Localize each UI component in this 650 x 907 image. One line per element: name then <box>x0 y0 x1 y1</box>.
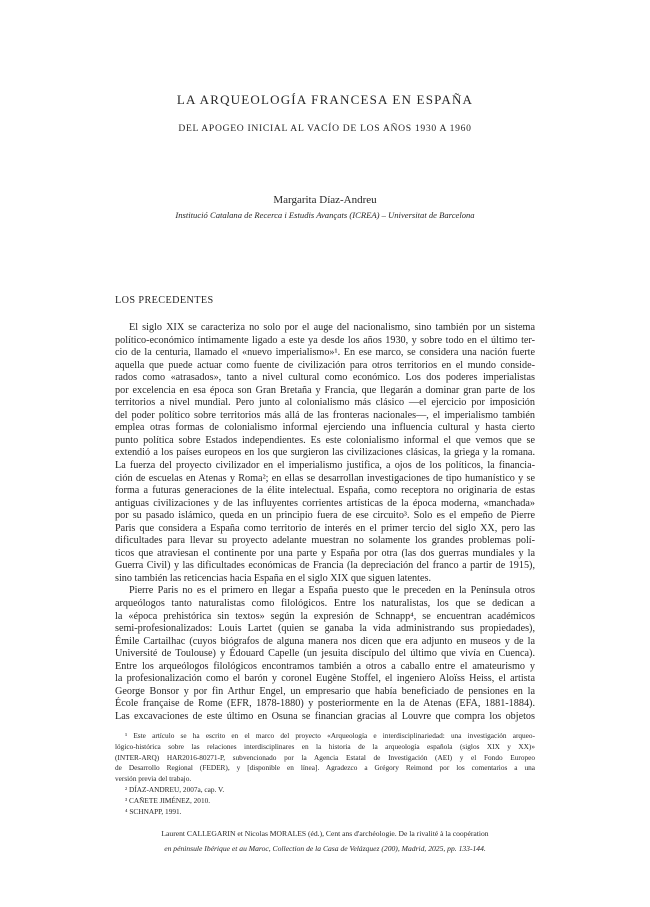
footnotes <box>115 731 535 817</box>
body-line: cio de la centuria, llamado el «nuevo imperialismo»¹. En ese marco, se considera una nación fuerte <box>115 347 535 359</box>
body-line: Université de Toulouse) y Édouard Capelle (un jesuita discípulo del último que vivía en Cuenca). <box>115 648 535 660</box>
body-line: dificultades para llevar su proyecto adelante muestran no solamente los grandes problemas polí- <box>115 535 535 547</box>
body-line: punto política sobre Estados independientes. Es este colonialismo informal el que vemos que se <box>115 434 535 446</box>
body-line: la «época prehistórica sin textos» según la expresión de Schnapp⁴, se encuentran académicos <box>115 610 535 622</box>
body-line: aquella que puede actuar como fuente de civilización para otros territorios en el mundo conside- <box>115 359 535 371</box>
body-line: semi-profesionalizados: Louis Lartet (quien se ganaba la vida administrando sus propiedades), <box>115 623 535 635</box>
body-line: del poder político sobre territorios más allá de las fronteras nacionales—, el imperialismo también <box>115 409 535 421</box>
body-line: Guerra Civil) y las dificultades económicas de Francia (la depreciación del franco a partir de 1915), <box>115 560 535 572</box>
body-line: extendió a los países europeos en los que surgieron las civilizaciones clásicas, la griega y la romana. <box>115 447 535 459</box>
citation-line: en péninsule Ibérique et au Maroc, Collection de la Casa de Velázquez (200), Madrid, 2025, pp. 133-144. <box>164 844 486 853</box>
body-line: emplea otras formas de colonialismo informal ejerciendo una influencia cultural y hasta cierto <box>115 422 535 434</box>
body-line: sino también las reticencias hacia España en el siglo XIX que siguen latentes. <box>115 572 431 584</box>
body-line: la profesionalización como el barón y coronel Eugène Stoffel, el ingeniero Aloïss Heiss, el artista <box>115 673 535 685</box>
body-line: Las excavaciones de este último en Osuna se financian gracias al Louvre que compra los objetos <box>115 710 535 722</box>
footnote-line: ¹ Este artículo se ha escrito en el marco del proyecto «Arqueología e interdisciplinariedad: una investigación arqueo- <box>125 731 535 740</box>
footnote-line: ² DÍAZ-ANDREU, 2007a, cap. V. <box>125 784 225 794</box>
body-line: Pierre Paris no es el primero en llegar a España puesto que le preceden en la Península otros <box>129 585 535 597</box>
body-line: ción de escuelas en Atenas y Roma²; en ellas se desarrollan investigaciones de tipo humanístico y se <box>115 472 535 484</box>
footnote-line: versión previa del trabajo. <box>115 774 192 784</box>
footnote-line: ³ CAÑETE JIMÉNEZ, 2010. <box>125 795 211 805</box>
body-line: antiguas civilizaciones y de las influyentes corrientes artísticas de la época moderna, «manchada» <box>115 497 535 509</box>
body-line: arqueólogos tanto naturalistas como filológicos. Entre los naturalistas, los que se dedican a <box>115 598 535 610</box>
body-line: Entre los arqueólogos filológicos encontramos también a otros a caballo entre el amateurismo y <box>115 660 535 672</box>
body-line: George Bonsor y por fin Arthur Engel, un empresario que había beneficiado de pensiones en la <box>115 685 535 697</box>
body-line: territorios a nivel mundial. Pero junto al colonialismo más clásico —el ejercicio por imposición <box>115 397 535 409</box>
article-subtitle: DEL APOGEO INICIAL AL VACÍO DE LOS AÑOS 1930 A 1960 <box>178 123 472 134</box>
body-line: Émile Cartailhac (cuyos biógrafos de alguna manera nos dicen que era adjunto en museos y de la <box>115 635 535 647</box>
body-line: El siglo XIX se caracteriza no solo por el auge del nacionalismo, sino también por un sistema <box>129 322 535 333</box>
footnote-line: (INTER-ARQ) HAR2016-80271-P, subvencionado por la Agencia Estatal de Investigación (AEI) y el Fondo Europeo <box>115 752 535 762</box>
body-line: ticos que atraviesan el continente por una parte y España por otra (las dos guerras mundiales y la <box>115 547 535 559</box>
body-text <box>115 322 535 724</box>
footnote-line: ⁴ SCHNAPP, 1991. <box>125 806 182 816</box>
body-line: La fuerza del proyecto civilizador en el imperialismo justifica, a ojos de los políticos, la financia- <box>115 460 535 472</box>
body-line: político-económico íntimamente ligado a este ya desde los años 1930, y sobre todo en el último ter- <box>115 334 535 346</box>
body-line: por su pasado islámico, queda en un principio fuera de ese circuito³. Solo es el empeño de Pierre <box>115 510 535 522</box>
author-name: Margarita Díaz-Andreu <box>273 194 377 206</box>
body-line: rados como «atrasados», tanto a nivel cultural como económico. Los dos poderes imperialistas <box>115 372 535 384</box>
footnote-line: de Desarrollo Regional (FEDER), y [disponible en línea]. Agradezco a Grégory Reimond por los comentarios a una <box>115 763 535 773</box>
body-line: Paris que considera a España como territorio de interés en el primer tercio del siglo XX, pero las <box>115 522 535 534</box>
footnote-line: lógico-histórica sobre las relaciones interdisciplinares en la historia de la arqueología española (siglos XIX y XX)» <box>115 741 535 751</box>
book-citation <box>0 826 650 856</box>
article-title: LA ARQUEOLOGÍA FRANCESA EN ESPAÑA <box>176 92 474 107</box>
body-line: forma a futuras generaciones de la élite intelectual. España, como receptora no originaria de estas <box>115 485 535 497</box>
author-affiliation: Institució Catalana de Recerca i Estudis Avançats (ICREA) – Universitat de Barcelona <box>175 210 475 220</box>
citation-line: Laurent CALLEGARIN et Nicolas MORALES (éd.), Cent ans d'archéologie. De la rivalité à la coopération <box>161 829 489 838</box>
section-heading: LOS PRECEDENTES <box>115 295 214 306</box>
body-line: por excelencia en esa época son Gran Bretaña y Francia, que llegarán a dominar gran parte de los <box>115 384 535 396</box>
body-line: École française de Rome (EFR, 1878-1880) y posteriormente en la de Atenas (EFA, 1881-1884). <box>115 698 535 710</box>
